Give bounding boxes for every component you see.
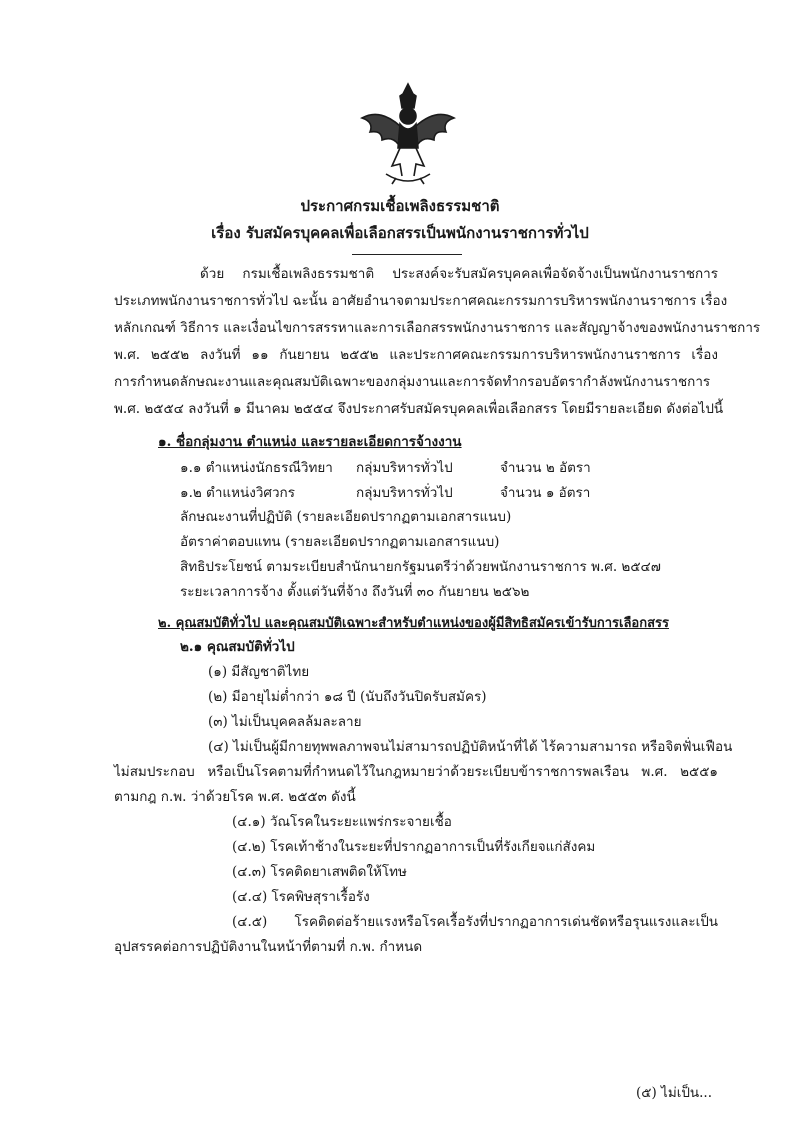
section-heading: ๒. คุณสมบัติทั่วไป และคุณสมบัติเฉพาะสำหรับตำแหน่งของผู้มีสิทธิสมัครเข้ารับการเลือกสรร bbox=[158, 616, 670, 631]
garuda-emblem-icon bbox=[356, 78, 460, 188]
section-heading: ๑. ชื่อกลุ่มงาน ตำแหน่ง และรายละเอียดการจ้างงาน bbox=[158, 434, 462, 450]
continued-note: (๕) ไม่เป็น... bbox=[636, 1085, 713, 1101]
intro-line: ประเภทพนักงานราชการทั่วไป ฉะนั้น อาศัยอำนาจตามประกาศคณะกรรมการบริหารพนักงานราชการ เรื่อง bbox=[114, 293, 728, 309]
position-count: จำนวน ๒ อัตรา bbox=[500, 460, 591, 476]
disease-item: (๔.๓) โรคติดยาเสพติดให้โทษ bbox=[232, 864, 407, 880]
page-title: ประกาศกรมเชื้อเพลิงธรรมชาติ bbox=[300, 197, 500, 215]
title-divider bbox=[352, 254, 462, 255]
detail-line: ระยะเวลาการจ้าง ตั้งแต่วันที่จ้าง ถึงวันที่ ๓๐ กันยายน ๒๕๖๒ bbox=[180, 584, 530, 600]
disease-item: (๔.๒) โรคเท้าช้างในระยะที่ปรากฏอาการเป็นที่รังเกียจแก่สังคม bbox=[232, 839, 596, 855]
qualification-item: (๑) มีสัญชาติไทย bbox=[208, 664, 310, 680]
detail-line: สิทธิประโยชน์ ตามระเบียบสำนักนายกรัฐมนตรีว่าด้วยพนักงานราชการ พ.ศ. ๒๕๔๗ bbox=[180, 559, 661, 575]
disease-item: (๔.๔) โรคพิษสุราเรื้อรัง bbox=[232, 889, 370, 905]
subject-line: เรื่อง รับสมัครบุคคลเพื่อเลือกสรรเป็นพนักงานราชการทั่วไป bbox=[211, 224, 589, 242]
qualification-item: (๔) ไม่เป็นผู้มีกายทุพพลภาพจนไม่สามารถปฏิบัติหน้าที่ได้ ไร้ความสามารถ หรือจิตฟั่นเฟือน bbox=[208, 739, 733, 755]
intro-line: หลักเกณฑ์ วิธีการ และเงื่อนไขการสรรหาและการเลือกสรรพนักงานราชการ และสัญญาจ้างของพนักงานราชการ bbox=[114, 320, 761, 336]
qualification-continued: ตามกฎ ก.พ. ว่าด้วยโรค พ.ศ. ๒๕๕๓ ดังนี้ bbox=[114, 789, 356, 805]
intro-line: การกำหนดลักษณะงานและคุณสมบัติเฉพาะของกลุ่มงานและการจัดทำกรอบอัตรากำลังพนักงานราชการ bbox=[114, 374, 711, 390]
intro-line: ด้วย กรมเชื้อเพลิงธรรมชาติ ประสงค์จะรับสมัครบุคคลเพื่อจัดจ้างเป็นพนักงานราชการ bbox=[200, 266, 718, 282]
disease-item: (๔.๑) วัณโรคในระยะแพร่กระจายเชื้อ bbox=[232, 814, 452, 830]
intro-line: พ.ศ. ๒๕๕๒ ลงวันที่ ๑๑ กันยายน ๒๕๕๒ และประกาศคณะกรรมการบริหารพนักงานราชการ เรื่อง bbox=[114, 347, 718, 363]
disease-item: (๔.๕) โรคติดต่อร้ายแรงหรือโรคเรื้อรังที่ปรากฏอาการเด่นชัดหรือรุนแรงและเป็น bbox=[232, 914, 718, 930]
position-group: กลุ่มบริหารทั่วไป bbox=[356, 485, 453, 501]
qualification-item: (๒) มีอายุไม่ต่ำกว่า ๑๘ ปี (นับถึงวันปิดรับสมัคร) bbox=[208, 689, 487, 705]
qualification-continued: ไม่สมประกอบ หรือเป็นโรคตามที่กำหนดไว้ในกฎหมายว่าด้วยระเบียบข้าราชการพลเรือน พ.ศ. ๒๕๕๑ bbox=[114, 764, 718, 780]
detail-line: อัตราค่าตอบแทน (รายละเอียดปรากฏตามเอกสารแนบ) bbox=[180, 534, 500, 550]
disease-continued: อุปสรรคต่อการปฏิบัติงานในหน้าที่ตามที่ ก.พ. กำหนด bbox=[114, 939, 423, 955]
position-group: กลุ่มบริหารทั่วไป bbox=[356, 460, 453, 476]
sub-heading: ๒.๑ คุณสมบัติทั่วไป bbox=[180, 639, 295, 655]
position-count: จำนวน ๑ อัตรา bbox=[500, 485, 591, 501]
position-title: ๑.๒ ตำแหน่งวิศวกร bbox=[180, 485, 295, 501]
detail-line: ลักษณะงานที่ปฏิบัติ (รายละเอียดปรากฏตามเอกสารแนบ) bbox=[180, 509, 512, 525]
position-title: ๑.๑ ตำแหน่งนักธรณีวิทยา bbox=[180, 460, 333, 476]
qualification-item: (๓) ไม่เป็นบุคคลล้มละลาย bbox=[208, 714, 362, 730]
intro-line: พ.ศ. ๒๕๕๔ ลงวันที่ ๑ มีนาคม ๒๕๕๔ จึงประกาศรับสมัครบุคคลเพื่อเลือกสรร โดยมีรายละเอียด ดังต่อไปนี้ bbox=[114, 401, 724, 417]
